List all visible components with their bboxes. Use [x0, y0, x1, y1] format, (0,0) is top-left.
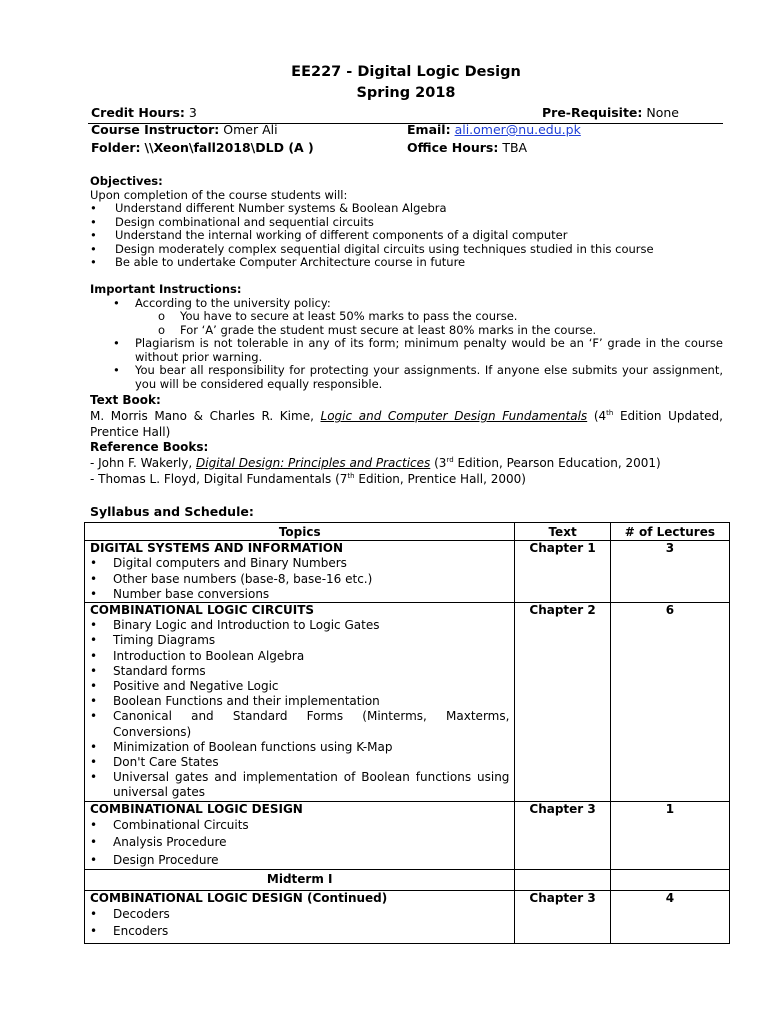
objective-item: • Design moderately complex sequential digital circuits using techniques studied in this course [90, 243, 723, 257]
objective-item: • Understand different Number systems & Boolean Algebra [90, 202, 723, 216]
instructor-email: Email: ali.omer@nu.edu.pk [407, 122, 581, 137]
topic-item: • Other base numbers (base-8, base-16 etc.) [90, 572, 509, 587]
section-title: COMBINATIONAL LOGIC CIRCUITS [90, 603, 315, 618]
office-hours: Office Hours: TBA [407, 140, 528, 155]
table-header-row [85, 523, 730, 541]
table-row [85, 541, 730, 603]
reference-title: Digital Design: Principles and Practices [196, 456, 431, 470]
reference-item: - Thomas L. Floyd, Digital Fundamentals (7th Edition, Prentice Hall, 2000) [90, 472, 526, 486]
prerequisite: Pre-Requisite: None [542, 105, 680, 120]
topic-item: • Introduction to Boolean Algebra [90, 649, 509, 664]
lectures-cell: 3 [610, 541, 729, 603]
course-term: Spring 2018 [356, 85, 456, 101]
lectures-cell: 4 [610, 890, 729, 943]
topic-item: • Binary Logic and Introduction to Logic Gates [90, 618, 509, 633]
objective-item: • Understand the internal working of different components of a digital computer [90, 229, 723, 243]
instructions-heading: Important Instructions: [90, 282, 242, 296]
objective-item: • Design combinational and sequential circuits [90, 216, 723, 230]
course-instructor: Course Instructor: Omer Ali [91, 122, 278, 137]
references-heading: Reference Books: [90, 440, 209, 454]
objectives-intro: Upon completion of the course students will: [90, 187, 348, 202]
email-link[interactable]: ali.omer@nu.edu.pk [454, 122, 581, 137]
column-header-lectures: # of Lectures [610, 523, 729, 541]
table-row [85, 890, 730, 943]
topic-item: • Combinational Circuits [90, 817, 509, 835]
objectives-section [90, 175, 723, 270]
column-header-topics: Topics [85, 523, 515, 541]
midterm-cell: Midterm I [85, 870, 515, 890]
chapter-cell: Chapter 3 [515, 801, 610, 870]
topic-item: • Minimization of Boolean functions using K-Map [90, 740, 509, 755]
objectives-list [90, 202, 723, 270]
course-title: EE227 - Digital Logic Design [291, 64, 521, 80]
topic-item: • Design Procedure [90, 852, 509, 870]
course-folder: Folder: \\Xeon\fall2018\DLD (A ) [91, 140, 314, 155]
section-title: COMBINATIONAL LOGIC DESIGN [90, 801, 303, 816]
policy-subitem: o For ‘A’ grade the student must secure at least 80% marks in the course. [158, 322, 597, 337]
topic-item: • Positive and Negative Logic [90, 679, 509, 694]
section-title: DIGITAL SYSTEMS AND INFORMATION [90, 541, 344, 556]
topic-item: • Decoders [90, 906, 509, 924]
objective-item: • Be able to undertake Computer Architecture course in future [90, 256, 723, 270]
table-row [85, 603, 730, 802]
lectures-cell: 1 [610, 801, 729, 870]
topic-item: • Number base conversions [90, 587, 509, 602]
column-header-text: Text [515, 523, 610, 541]
reference-item: - John F. Wakerly, Digital Design: Principles and Practices (3rd Edition, Pearson Education, 2001) [90, 456, 661, 470]
policy-item: • According to the university policy: [113, 295, 331, 310]
topic-item: • Canonical and Standard Forms (Minterms, Maxterms, Conversions) [90, 709, 509, 739]
topic-item: • Don't Care States [90, 755, 509, 770]
topic-item: • Encoders [90, 923, 509, 941]
syllabus-heading: Syllabus and Schedule: [90, 504, 254, 519]
section-title: COMBINATIONAL LOGIC DESIGN (Continued) [90, 890, 388, 905]
textbook-section [90, 392, 723, 440]
responsibility-item: • You bear all responsibility for protecting your assignments. If anyone else submits your assignment, you will be considered equally responsible. [113, 363, 723, 391]
objectives-heading: Objectives: [90, 174, 163, 188]
schedule-table [84, 522, 730, 944]
textbook-title: Logic and Computer Design Fundamentals [320, 409, 588, 423]
chapter-cell: Chapter 2 [515, 603, 610, 802]
topic-item: • Analysis Procedure [90, 834, 509, 852]
table-row [85, 870, 730, 890]
topic-item: • Digital computers and Binary Numbers [90, 556, 509, 571]
references-section [90, 439, 723, 487]
instructions-section [90, 283, 723, 391]
table-row [85, 801, 730, 870]
plagiarism-item: • Plagiarism is not tolerable in any of its form; minimum penalty would be an ‘F’ grade in the course without prior warning. [113, 336, 723, 364]
textbook-heading: Text Book: [90, 393, 161, 407]
policy-subitem: o You have to secure at least 50% marks to pass the course. [158, 309, 518, 323]
credit-hours: Credit Hours: 3 [91, 105, 197, 120]
topic-item: • Standard forms [90, 664, 509, 679]
textbook-citation: M. Morris Mano & Charles R. Kime, Logic and Computer Design Fundamentals (4th Edition Updated, Prentice Hall) [90, 409, 723, 439]
lectures-cell: 6 [610, 603, 729, 802]
topic-item: • Boolean Functions and their implementation [90, 694, 509, 709]
topic-item: • Timing Diagrams [90, 633, 509, 648]
chapter-cell: Chapter 1 [515, 541, 610, 603]
chapter-cell: Chapter 3 [515, 890, 610, 943]
topic-item: • Universal gates and implementation of Boolean functions using universal gates [90, 770, 509, 800]
